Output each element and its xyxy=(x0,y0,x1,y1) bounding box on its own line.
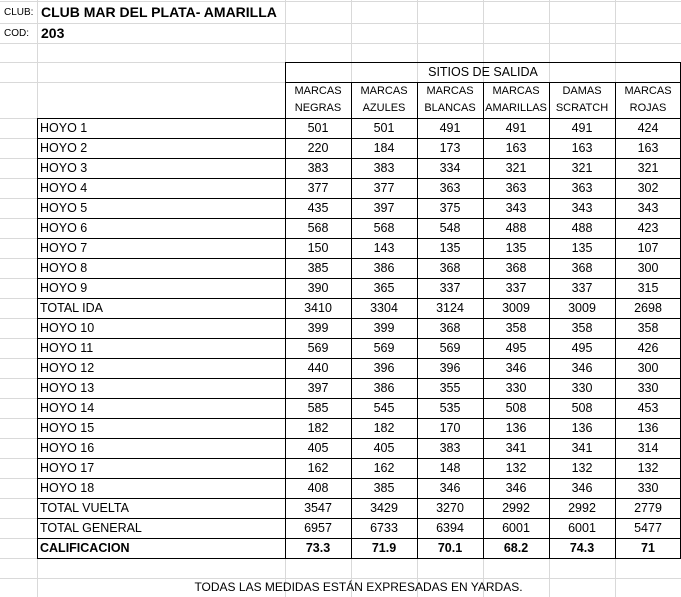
table-cell: 545 xyxy=(373,401,395,415)
row-label: TOTAL GENERAL xyxy=(40,521,142,535)
table-border xyxy=(37,198,681,199)
table-cell: 143 xyxy=(373,241,395,255)
table-cell: 330 xyxy=(637,481,659,495)
row-label: HOYO 12 xyxy=(40,361,95,375)
column-header-line: AMARILLAS xyxy=(485,102,547,114)
table-cell: 399 xyxy=(373,321,395,335)
column-header-line: ROJAS xyxy=(629,102,667,114)
table-cell: 375 xyxy=(439,201,461,215)
table-cell: 440 xyxy=(307,361,329,375)
table-cell: 150 xyxy=(307,241,329,255)
table-cell: 405 xyxy=(373,441,395,455)
table-cell: 2698 xyxy=(634,301,662,315)
table-border xyxy=(285,62,681,63)
row-label: TOTAL VUELTA xyxy=(40,501,129,515)
table-cell: 162 xyxy=(307,461,329,475)
table-cell: 346 xyxy=(505,481,527,495)
row-label: HOYO 8 xyxy=(40,261,88,275)
table-cell: 569 xyxy=(439,341,461,355)
table-cell: 491 xyxy=(571,121,593,135)
table-cell: 535 xyxy=(439,401,461,415)
table-cell: 5477 xyxy=(634,521,662,535)
column-header xyxy=(417,82,483,118)
table-cell: 6001 xyxy=(502,521,530,535)
row-label: HOYO 13 xyxy=(40,381,95,395)
table-cell: 346 xyxy=(571,361,593,375)
table-cell: 548 xyxy=(439,221,461,235)
table-cell: 132 xyxy=(571,461,593,475)
table-cell: 501 xyxy=(373,121,395,135)
table-cell: 330 xyxy=(637,381,659,395)
table-border xyxy=(615,82,616,559)
table-cell: 132 xyxy=(637,461,659,475)
table-border xyxy=(351,82,352,559)
table-cell: 6733 xyxy=(370,521,398,535)
table-cell: 71.9 xyxy=(371,541,397,555)
table-cell: 346 xyxy=(571,481,593,495)
table-cell: 368 xyxy=(439,321,461,335)
table-border xyxy=(37,478,681,479)
table-cell: 426 xyxy=(637,341,659,355)
table-cell: 132 xyxy=(505,461,527,475)
table-cell: 397 xyxy=(307,381,329,395)
table-cell: 363 xyxy=(505,181,527,195)
table-cell: 368 xyxy=(439,261,461,275)
table-border xyxy=(37,158,681,159)
table-cell: 6957 xyxy=(304,521,332,535)
table-cell: 163 xyxy=(505,141,527,155)
table-cell: 184 xyxy=(373,141,395,155)
table-cell: 495 xyxy=(571,341,593,355)
table-cell: 343 xyxy=(505,201,527,215)
table-cell: 355 xyxy=(439,381,461,395)
table-cell: 341 xyxy=(505,441,527,455)
table-cell: 220 xyxy=(307,141,329,155)
table-cell: 377 xyxy=(307,181,329,195)
table-border xyxy=(37,118,681,119)
table-border xyxy=(37,358,681,359)
table-cell: 314 xyxy=(637,441,659,455)
column-header-line: AZULES xyxy=(362,102,406,114)
table-cell: 488 xyxy=(571,221,593,235)
table-cell: 399 xyxy=(307,321,329,335)
column-header-line: BLANCAS xyxy=(424,102,476,114)
table-cell: 3304 xyxy=(370,301,398,315)
table-border xyxy=(37,138,681,139)
table-cell: 3429 xyxy=(370,501,398,515)
table-cell: 397 xyxy=(373,201,395,215)
table-border xyxy=(37,218,681,219)
table-cell: 3270 xyxy=(436,501,464,515)
table-cell: 135 xyxy=(439,241,461,255)
table-cell: 368 xyxy=(571,261,593,275)
table-cell: 136 xyxy=(571,421,593,435)
row-label: HOYO 2 xyxy=(40,141,88,155)
table-border xyxy=(285,62,286,559)
table-border xyxy=(37,398,681,399)
table-cell: 383 xyxy=(439,441,461,455)
table-border xyxy=(37,118,38,559)
table-cell: 343 xyxy=(571,201,593,215)
table-cell: 74.3 xyxy=(569,541,595,555)
table-cell: 453 xyxy=(637,401,659,415)
row-label: HOYO 3 xyxy=(40,161,88,175)
table-cell: 408 xyxy=(307,481,329,495)
column-header-line: DAMAS xyxy=(562,85,602,97)
table-cell: 163 xyxy=(571,141,593,155)
table-cell: 334 xyxy=(439,161,461,175)
table-cell: 300 xyxy=(637,361,659,375)
gridline-horizontal xyxy=(0,43,681,44)
table-cell: 2992 xyxy=(568,501,596,515)
table-cell: 491 xyxy=(439,121,461,135)
table-cell: 495 xyxy=(505,341,527,355)
table-cell: 396 xyxy=(373,361,395,375)
table-cell: 358 xyxy=(505,321,527,335)
table-border xyxy=(37,378,681,379)
row-label: HOYO 5 xyxy=(40,201,88,215)
table-cell: 423 xyxy=(637,221,659,235)
row-label: HOYO 6 xyxy=(40,221,88,235)
table-cell: 136 xyxy=(505,421,527,435)
row-label: HOYO 17 xyxy=(40,461,95,475)
table-cell: 3547 xyxy=(304,501,332,515)
table-cell: 435 xyxy=(307,201,329,215)
row-label: TOTAL IDA xyxy=(40,301,103,315)
column-header xyxy=(549,82,615,118)
table-cell: 321 xyxy=(505,161,527,175)
table-cell: 3124 xyxy=(436,301,464,315)
table-border xyxy=(37,498,681,499)
table-border xyxy=(37,278,681,279)
table-cell: 170 xyxy=(439,421,461,435)
table-cell: 341 xyxy=(571,441,593,455)
table-cell: 569 xyxy=(307,341,329,355)
table-cell: 346 xyxy=(505,361,527,375)
table-border xyxy=(37,538,681,539)
table-cell: 330 xyxy=(505,381,527,395)
table-cell: 173 xyxy=(439,141,461,155)
table-cell: 568 xyxy=(307,221,329,235)
table-cell: 508 xyxy=(571,401,593,415)
column-header xyxy=(483,82,549,118)
table-cell: 73.3 xyxy=(305,541,331,555)
column-header-line: MARCAS xyxy=(426,85,474,97)
table-cell: 300 xyxy=(637,261,659,275)
table-cell: 321 xyxy=(637,161,659,175)
table-cell: 182 xyxy=(373,421,395,435)
row-label: HOYO 9 xyxy=(40,281,88,295)
row-label: HOYO 4 xyxy=(40,181,88,195)
row-label: HOYO 1 xyxy=(40,121,88,135)
column-header-line: MARCAS xyxy=(492,85,540,97)
table-border xyxy=(549,82,550,559)
table-border xyxy=(417,82,418,559)
club-name: CLUB MAR DEL PLATA- AMARILLA xyxy=(41,4,277,20)
table-border xyxy=(483,82,484,559)
table-cell: 2992 xyxy=(502,501,530,515)
row-label: HOYO 7 xyxy=(40,241,88,255)
column-header-line: MARCAS xyxy=(360,85,408,97)
table-cell: 135 xyxy=(505,241,527,255)
table-cell: 71 xyxy=(641,541,655,555)
table-cell: 405 xyxy=(307,441,329,455)
table-cell: 337 xyxy=(439,281,461,295)
column-header-line: MARCAS xyxy=(294,85,342,97)
table-border xyxy=(37,298,681,299)
table-border xyxy=(37,258,681,259)
table-cell: 337 xyxy=(571,281,593,295)
table-cell: 390 xyxy=(307,281,329,295)
table-cell: 383 xyxy=(307,161,329,175)
table-cell: 315 xyxy=(637,281,659,295)
table-cell: 3009 xyxy=(502,301,530,315)
column-header xyxy=(615,82,681,118)
table-cell: 163 xyxy=(637,141,659,155)
row-label: HOYO 10 xyxy=(40,321,95,335)
table-border xyxy=(37,238,681,239)
row-label: HOYO 11 xyxy=(40,341,94,355)
table-border xyxy=(37,458,681,459)
table-cell: 321 xyxy=(571,161,593,175)
table-cell: 162 xyxy=(373,461,395,475)
table-cell: 365 xyxy=(373,281,395,295)
table-border xyxy=(37,518,681,519)
table-cell: 363 xyxy=(439,181,461,195)
table-cell: 585 xyxy=(307,401,329,415)
row-label: HOYO 15 xyxy=(40,421,95,435)
table-cell: 182 xyxy=(307,421,329,435)
table-cell: 385 xyxy=(373,481,395,495)
column-header-line: SCRATCH xyxy=(555,102,609,114)
club-label: CLUB: xyxy=(4,6,34,18)
table-cell: 386 xyxy=(373,261,395,275)
row-label: HOYO 14 xyxy=(40,401,95,415)
table-cell: 3410 xyxy=(304,301,332,315)
table-border xyxy=(37,418,681,419)
cod-value: 203 xyxy=(41,25,65,41)
table-cell: 368 xyxy=(505,261,527,275)
table-cell: 396 xyxy=(439,361,461,375)
table-border xyxy=(37,558,681,559)
table-border xyxy=(37,338,681,339)
column-header-line: NEGRAS xyxy=(294,102,342,114)
table-cell: 501 xyxy=(307,121,329,135)
table-cell: 383 xyxy=(373,161,395,175)
row-label: HOYO 18 xyxy=(40,481,95,495)
table-cell: 424 xyxy=(637,121,659,135)
table-border xyxy=(37,318,681,319)
table-cell: 148 xyxy=(439,461,461,475)
table-cell: 330 xyxy=(571,381,593,395)
table-cell: 377 xyxy=(373,181,395,195)
table-cell: 135 xyxy=(571,241,593,255)
table-cell: 68.2 xyxy=(503,541,529,555)
column-header xyxy=(285,82,351,118)
table-cell: 491 xyxy=(505,121,527,135)
table-cell: 346 xyxy=(439,481,461,495)
table-cell: 337 xyxy=(505,281,527,295)
table-cell: 343 xyxy=(637,201,659,215)
row-label: HOYO 16 xyxy=(40,441,95,455)
table-cell: 386 xyxy=(373,381,395,395)
column-header xyxy=(351,82,417,118)
table-cell: 3009 xyxy=(568,301,596,315)
table-cell: 70.1 xyxy=(437,541,463,555)
table-cell: 385 xyxy=(307,261,329,275)
table-cell: 358 xyxy=(637,321,659,335)
table-cell: 568 xyxy=(373,221,395,235)
footnote: TODAS LAS MEDIDAS ESTÁN EXPRESADAS EN YARDAS. xyxy=(194,580,523,594)
cod-label: COD: xyxy=(4,27,29,39)
table-cell: 2779 xyxy=(634,501,662,515)
table-border xyxy=(37,438,681,439)
table-cell: 302 xyxy=(637,181,659,195)
column-header-line: MARCAS xyxy=(624,85,672,97)
row-label: CALIFICACION xyxy=(40,541,130,555)
table-cell: 107 xyxy=(637,241,659,255)
tee-group-header: SITIOS DE SALIDA xyxy=(428,64,538,79)
table-cell: 488 xyxy=(505,221,527,235)
table-cell: 508 xyxy=(505,401,527,415)
table-cell: 6394 xyxy=(436,521,464,535)
table-border xyxy=(37,178,681,179)
table-cell: 569 xyxy=(373,341,395,355)
table-cell: 6001 xyxy=(568,521,596,535)
table-cell: 363 xyxy=(571,181,593,195)
table-cell: 136 xyxy=(637,421,659,435)
table-cell: 358 xyxy=(571,321,593,335)
